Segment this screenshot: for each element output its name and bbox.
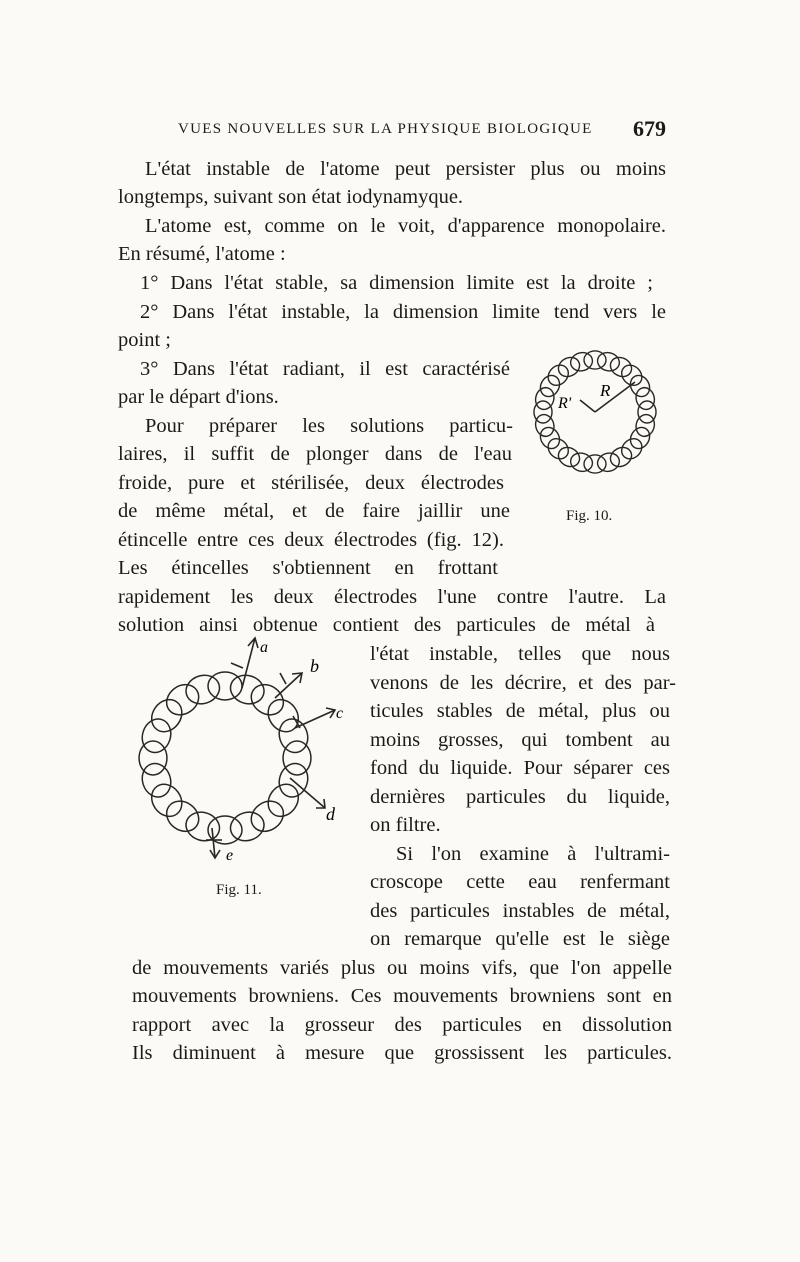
fig11-label-a: a (260, 639, 268, 656)
text-line: par le départ d'ions. (118, 386, 279, 408)
text-line: L'état instable de l'atome peut persister plus ou moins (145, 158, 666, 180)
ring-loop (569, 350, 595, 373)
text-line: L'atome est, comme on le voit, d'apparence monopolaire. (145, 215, 666, 237)
figure-10-caption: Fig. 10. (566, 508, 613, 524)
text-line: dernières particules du liquide, (370, 786, 670, 808)
ring-loop (627, 424, 654, 452)
ring-loop (555, 444, 583, 471)
ring-loop (634, 386, 657, 412)
ring-loop (161, 678, 205, 721)
text-line: on remarque qu'elle est le siège (370, 928, 670, 950)
ring-loop (139, 741, 167, 775)
text-line: solution ainsi obtenue contient des particules de métal à (118, 614, 655, 636)
text-line: rapport avec la grosseur des particules en dissolution (132, 1014, 672, 1036)
ring-loop (283, 741, 311, 775)
ring-loop (544, 361, 572, 389)
running-title: VUES NOUVELLES SUR LA PHYSIQUE BIOLOGIQUE (178, 121, 593, 137)
ring-loop (533, 386, 556, 412)
text-line: 1° Dans l'état stable, sa dimension limite est la droite ; (140, 272, 653, 294)
ring-loop (138, 715, 175, 756)
ring-loop (555, 354, 583, 381)
ring-loop (208, 672, 242, 700)
text-line: Pour préparer les solutions particu- (145, 415, 513, 437)
ring-loop (596, 350, 622, 373)
fig10-label-r-prime: R' (558, 395, 572, 412)
ring-loop (182, 671, 223, 708)
ring-loop (607, 354, 635, 381)
fig11-label-d: d (326, 804, 335, 824)
text-line: l'état instable, telles que nous (370, 643, 670, 665)
ring-loop (275, 715, 312, 756)
ring-loop (618, 435, 646, 463)
ring-loop (262, 694, 305, 738)
ring-loop (596, 451, 622, 474)
text-line: fond du liquide. Pour séparer ces (370, 757, 670, 779)
figure-10-ring-diagram (520, 340, 670, 490)
text-line: En résumé, l'atome : (118, 243, 286, 265)
text-line: Ils diminuent à mesure que grossissent les particules. (132, 1042, 672, 1064)
fig10-label-r: R (600, 381, 611, 400)
ring-loop (227, 808, 268, 845)
ring-loop (145, 778, 188, 822)
text-line: on filtre. (370, 814, 441, 836)
text-line: étincelle entre ces deux électrodes (fig. 12). (118, 529, 504, 551)
text-line: des particules instables de métal, (370, 900, 670, 922)
ring-loop (245, 795, 289, 838)
page-header (178, 117, 666, 143)
text-line: ticules stables de métal, plus ou (370, 700, 670, 722)
text-line: 3° Dans l'état radiant, il est caractérisé (140, 358, 510, 380)
text-line: froide, pure et stérilisée, deux électrodes (118, 472, 504, 494)
ring-loop (607, 444, 635, 471)
figure-11-ring-diagram (130, 628, 355, 878)
text-line: longtemps, suivant son état iodynamyque. (118, 186, 464, 208)
figure-11-caption: Fig. 11. (216, 882, 262, 898)
text-line: point ; (118, 329, 171, 351)
text-line: laires, il suffit de plonger dans de l'eau (118, 443, 512, 465)
text-line: mouvements browniens. Ces mouvements browniens sont en (132, 985, 672, 1007)
text-line: rapidement les deux électrodes l'une contre l'autre. La (118, 586, 666, 608)
fig11-label-c: c (336, 705, 344, 722)
ring-loop (537, 424, 564, 452)
text-line: moins grosses, qui tombent au (370, 729, 670, 751)
text-line: Les étincelles s'obtiennent en frottant (118, 557, 498, 579)
ring-loop (544, 435, 572, 463)
ring-loop (634, 413, 657, 439)
text-line: croscope cette eau renfermant (370, 871, 670, 893)
ring-loop (138, 760, 175, 801)
text-line: 2° Dans l'état instable, la dimension limite tend vers le (140, 301, 666, 323)
text-line: venons de les décrire, et des par- (370, 672, 676, 694)
fig11-label-b: b (310, 656, 319, 676)
text-line: Si l'on examine à l'ultrami- (396, 843, 670, 865)
text-line: de mouvements variés plus ou moins vifs, que l'on appelle (132, 957, 672, 979)
ring-loop (227, 671, 268, 708)
page-number: 679 (633, 116, 666, 141)
text-line: de même métal, et de faire jaillir une (118, 500, 510, 522)
ring-loop (533, 413, 556, 439)
fig11-label-e: e (226, 847, 234, 864)
ring-loop (569, 451, 595, 474)
